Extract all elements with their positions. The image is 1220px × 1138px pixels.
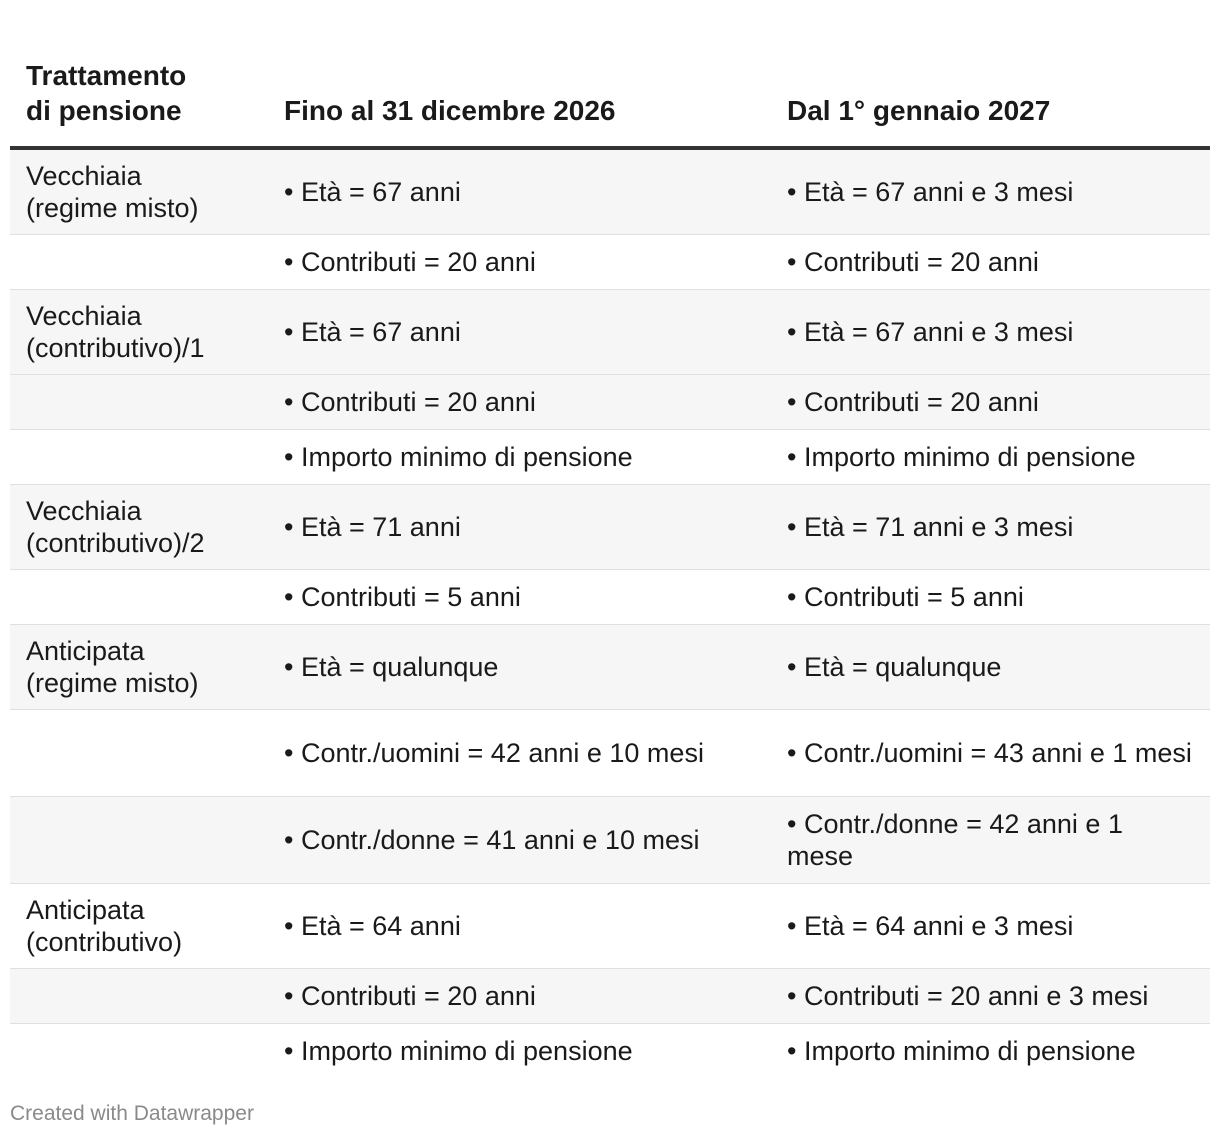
row-label-line1: Vecchiaia: [26, 161, 142, 191]
row-label: [10, 1024, 268, 1079]
cell-2027: • Età = 67 anni e 3 mesi: [771, 290, 1210, 375]
row-label-line2: (contributivo)/2: [26, 528, 205, 558]
header-row: [10, 0, 1210, 148]
table-row: [10, 485, 1210, 570]
cell-2026: • Contributi = 20 anni: [268, 235, 771, 290]
cell-2026: • Contr./donne = 41 anni e 10 mesi: [268, 797, 771, 884]
cell-2027: • Contributi = 5 anni: [771, 570, 1210, 625]
table-row: [10, 1024, 1210, 1079]
cell-2026: • Importo minimo di pensione: [284, 1036, 633, 1066]
table-row: [10, 570, 1210, 625]
row-label: [10, 797, 268, 884]
row-label-line2: (contributivo)/1: [26, 333, 205, 363]
header-col1-line1: Trattamento: [26, 60, 187, 91]
table-row: [10, 797, 1210, 884]
cell-2027: • Contributi = 20 anni: [771, 235, 1210, 290]
cell-2026: • Contributi = 20 anni: [268, 969, 771, 1024]
datawrapper-credit: Created with Datawrapper: [10, 1102, 254, 1125]
cell-2027: • Contributi = 20 anni: [771, 375, 1210, 430]
row-label: [10, 148, 268, 235]
table-row: [10, 375, 1210, 430]
row-label-line1: Anticipata: [26, 895, 145, 925]
cell-2026: • Età = 71 anni: [268, 485, 771, 570]
header-fino-al-2026: Fino al 31 dicembre 2026: [268, 0, 771, 148]
table-row: [10, 430, 1210, 485]
cell-2027: • Contributi = 20 anni e 3 mesi: [771, 969, 1210, 1024]
row-label: [10, 710, 268, 797]
cell-2026: • Età = 67 anni: [268, 290, 771, 375]
cell-2026: • Età = 67 anni: [268, 148, 771, 235]
cell-2027: • Età = 67 anni e 3 mesi: [771, 148, 1210, 235]
cell-2027: • Contr./uomini = 43 anni e 1 mesi: [771, 710, 1210, 797]
pension-table-container: [10, 0, 1210, 1078]
table-row: [10, 290, 1210, 375]
cell-2026: • Età = qualunque: [268, 625, 771, 710]
row-label: [10, 884, 268, 969]
table-header: [10, 0, 1210, 148]
row-label-line1: Vecchiaia: [26, 496, 142, 526]
header-trattamento: [10, 0, 268, 148]
row-label: [10, 570, 268, 625]
table-row: [10, 148, 1210, 235]
cell-2026: • Contr./uomini = 42 anni e 10 mesi: [268, 710, 771, 797]
table-row: [10, 710, 1210, 797]
cell-2026: • Importo minimo di pensione: [268, 430, 771, 485]
row-label-line1: Anticipata: [26, 636, 145, 666]
cell-2026: • Contributi = 20 anni: [268, 375, 771, 430]
cell-2027: • Età = 64 anni e 3 mesi: [771, 884, 1210, 969]
table-body: [10, 148, 1210, 1078]
cell-2027: • Contr./donne = 42 anni e 1 mese: [771, 797, 1210, 884]
row-label-line2: (regime misto): [26, 668, 199, 698]
row-label: [10, 625, 268, 710]
header-col1-line2: di pensione: [26, 95, 182, 126]
cell-2027: • Importo minimo di pensione: [771, 430, 1210, 485]
row-label: [10, 485, 268, 570]
table-row: [10, 884, 1210, 969]
table-row: [10, 235, 1210, 290]
pension-table: [10, 0, 1210, 1078]
row-label-line2: (regime misto): [26, 193, 199, 223]
row-label: [10, 375, 268, 430]
cell-2027: • Età = 71 anni e 3 mesi: [771, 485, 1210, 570]
cell-2027: • Importo minimo di pensione: [787, 1036, 1136, 1066]
row-label: [10, 290, 268, 375]
cell-2026: • Contributi = 5 anni: [268, 570, 771, 625]
row-label: [10, 235, 268, 290]
row-label-line2: (contributivo): [26, 927, 183, 957]
row-label: [10, 969, 268, 1024]
table-row: [10, 625, 1210, 710]
row-label-line1: Vecchiaia: [26, 301, 142, 331]
row-label: [10, 430, 268, 485]
table-row: [10, 969, 1210, 1024]
cell-2026: • Età = 64 anni: [268, 884, 771, 969]
cell-2027: • Età = qualunque: [771, 625, 1210, 710]
header-dal-2027: Dal 1° gennaio 2027: [771, 0, 1210, 148]
